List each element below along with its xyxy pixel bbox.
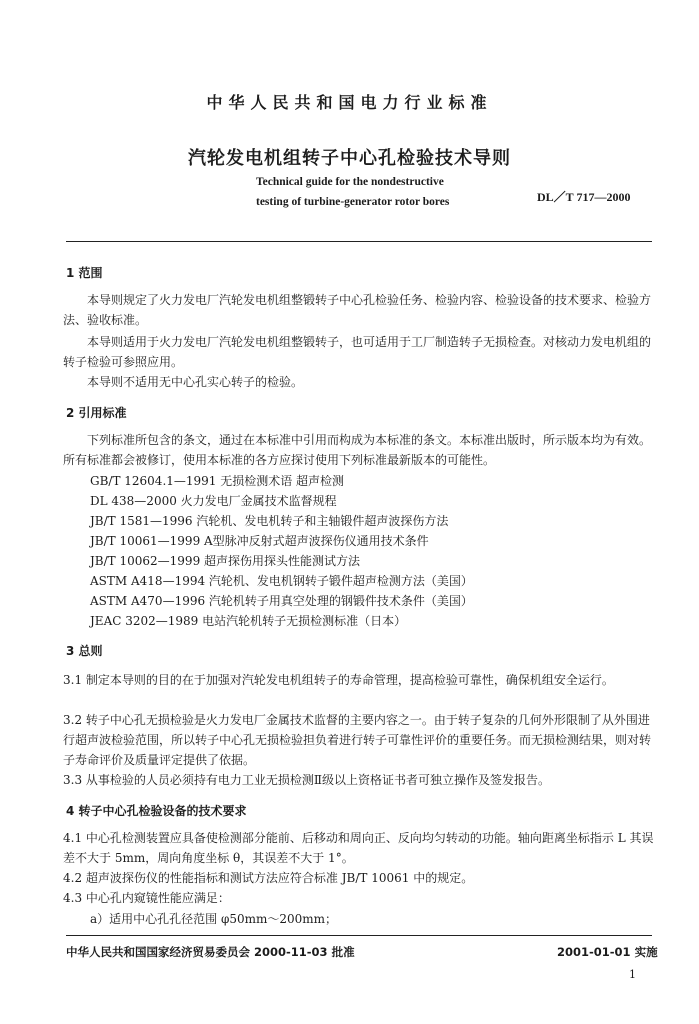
section-1-heading: 1 范围 [66,266,103,280]
approval-note: 中华人民共和国国家经济贸易委员会 2000-11-03 批准 [66,945,355,959]
section-2-heading: 2 引用标准 [66,406,127,420]
clause-4-3-item-a: a）适用中心孔孔径范围 φ50mm～200mm； [90,912,338,926]
reference-item: JB/T 10062—1999 超声探伤用探头性能测试方法 [90,554,361,568]
clause-3-1: 3.1 制定本导则的目的在于加强对汽轮发电机组转子的寿命管理，提高检验可靠性，确保机组安全运行。 [63,673,614,687]
clause-3-2: 3.2 转子中心孔无损检验是火力发电厂金属技术监督的主要内容之一。由于转子复杂的几何外形限制了从外围进行超声波检验范围，所以转子中心孔无损检验担负着进行转子可靠性评价的重要任务。而无损检测结果，则对转子寿命评价及质量评定提供了依据。 [63,713,652,767]
header-divider [66,241,652,242]
clause-4-1: 4.1 中心孔检测装置应具备使检测部分能前、后移动和周向正、反向均匀转动的功能。轴向距离坐标指示 L 其误差不大于 5mm，周向角度坐标 θ，其误差不大于 1°。 [63,831,654,865]
footer-divider [66,935,652,936]
document-title: 汽轮发电机组转子中心孔检验技术导则 [188,148,511,169]
clause-3-3: 3.3 从事检验的人员必须持有电力工业无损检测Ⅱ级以上资格证书者可独立操作及签发报告。 [63,773,551,787]
standard-body-header: 中华人民共和国电力行业标准 [206,93,493,112]
reference-item: JB/T 10061—1999 A型脉冲反射式超声波探伤仪通用技术条件 [90,534,429,548]
english-title-line-1: Technical guide for the nondestructive [256,176,444,188]
page-number: 1 [629,968,636,981]
section-1-paragraph-1: 本导则规定了火力发电厂汽轮发电机组整锻转子中心孔检验任务、检验内容、检验设备的技术要求、检验方法、验收标准。 [63,293,652,327]
reference-item: JB/T 1581—1996 汽轮机、发电机转子和主轴锻件超声波探伤方法 [90,514,449,528]
english-title-line-2: testing of turbine-generator rotor bores [256,196,450,208]
reference-item: DL 438—2000 火力发电厂金属技术监督规程 [90,494,337,508]
clause-4-3: 4.3 中心孔内窥镜性能应满足： [63,891,230,905]
reference-item: GB/T 12604.1—1991 无损检测术语 超声检测 [90,474,345,488]
reference-item: JEAC 3202—1989 电站汽轮机转子无损检测标准（日本） [90,614,407,628]
clause-4-2: 4.2 超声波探伤仪的性能指标和测试方法应符合标准 JB/T 10061 中的规定。 [63,871,474,885]
section-2-intro: 下列标准所包含的条文，通过在本标准中引用而构成为本标准的条文。本标准出版时，所示版本均为有效。所有标准都会被修订，使用本标准的各方应探讨使用下列标准最新版本的可能性。 [63,433,652,467]
section-1-paragraph-3: 本导则不适用无中心孔实心转子的检验。 [87,375,304,389]
implementation-date: 2001-01-01 实施 [557,945,658,959]
section-1-paragraph-2: 本导则适用于火力发电厂汽轮发电机组整锻转子，也可适用于工厂制造转子无损检查。对核动力发电机组的转子检验可参照应用。 [63,335,652,369]
section-3-heading: 3 总则 [66,644,103,658]
standard-code: DL／T 717—2000 [537,190,631,204]
reference-item: ASTM A418—1994 汽轮机、发电机钢转子锻件超声检测方法（美国） [90,574,473,588]
section-4-heading: 4 转子中心孔检验设备的技术要求 [66,804,247,818]
reference-item: ASTM A470—1996 汽轮机转子用真空处理的钢锻件技术条件（美国） [90,594,473,608]
